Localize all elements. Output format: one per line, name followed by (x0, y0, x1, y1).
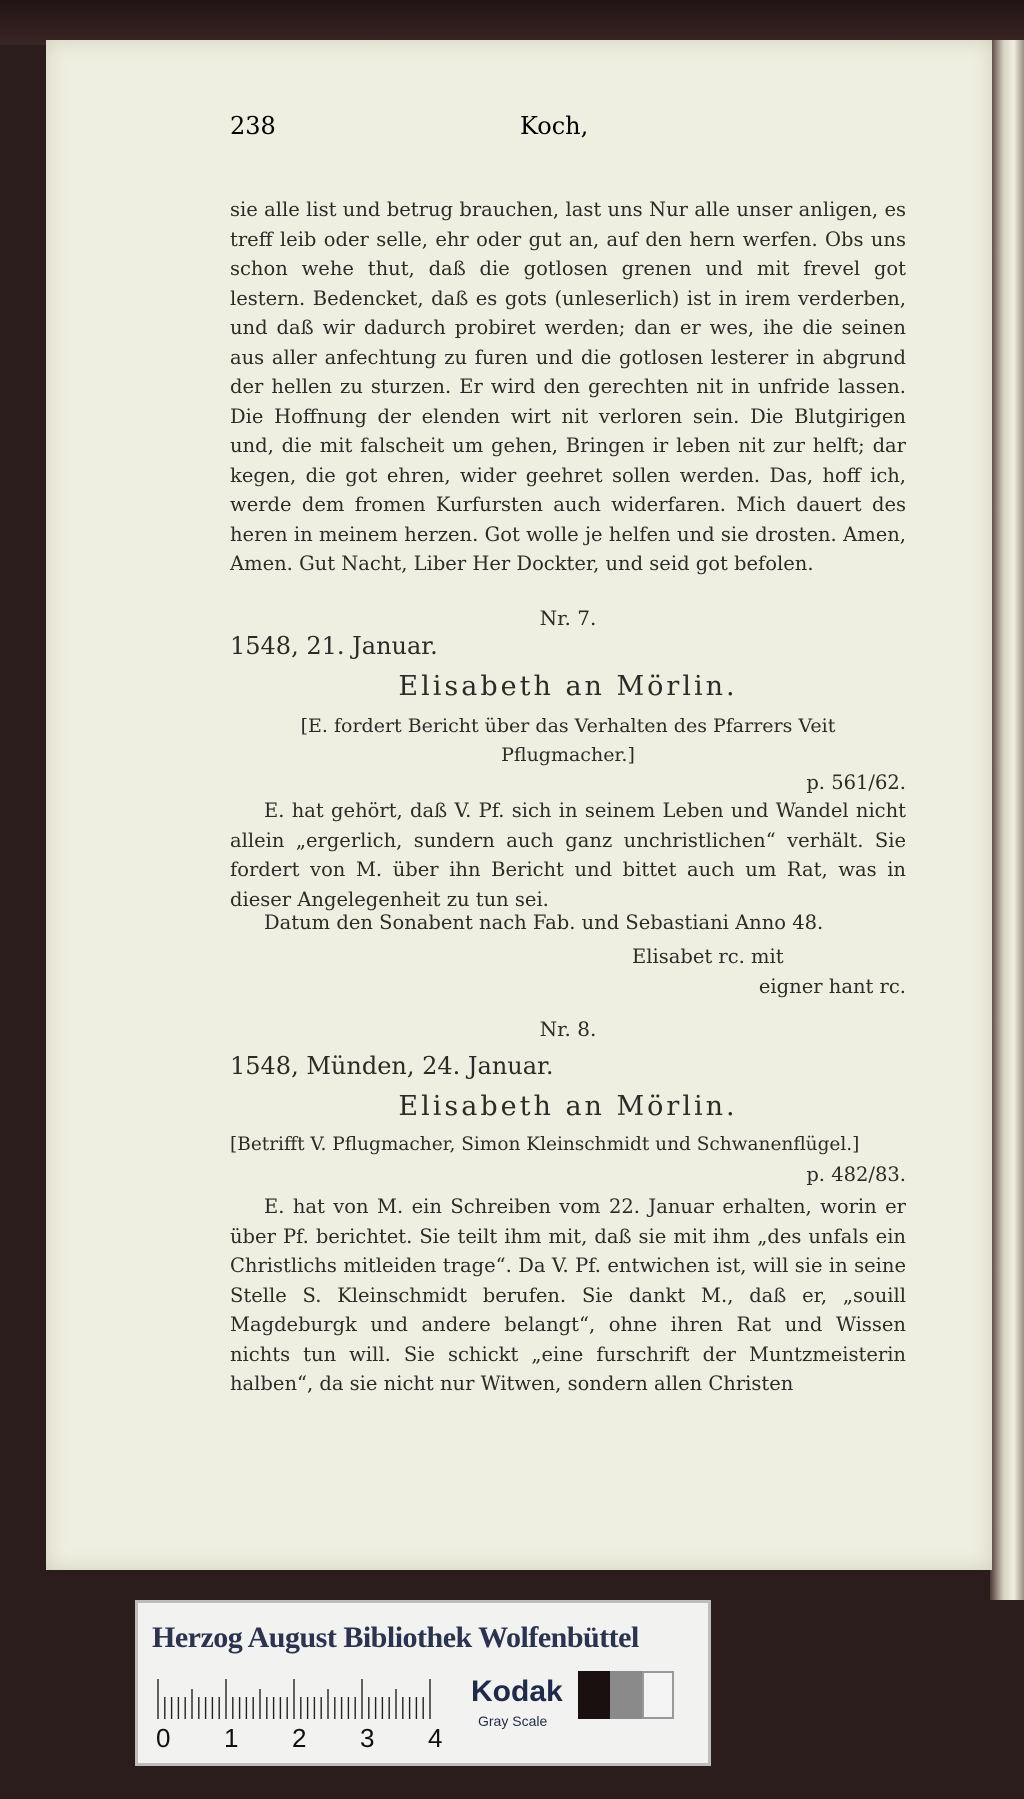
entry-dating: Datum den Sonabent nach Fab. und Sebastiani Anno 48. (264, 911, 824, 934)
gray-swatch-white (642, 1671, 674, 1719)
entry-title: Elisabeth an Mörlin. (398, 671, 738, 702)
gray-swatch-black (578, 1671, 610, 1719)
page-number: 238 (230, 112, 276, 140)
kodak-logo: Kodak (471, 1675, 563, 1708)
entry-signature: eigner hant rc. (758, 975, 906, 998)
entry-date: 1548, 21. Januar. (230, 632, 438, 660)
entry-page-ref: p. 561/62. (806, 771, 906, 794)
entry-regest: [Betrifft V. Pflugmacher, Simon Kleinschmidt und Schwanenflügel.] (230, 1134, 860, 1155)
entry-body: E. hat gehört, daß V. Pf. sich in seinem Leben und Wandel nicht allein „ergerlich, sundern auch ganz unchristlichen“ verhält. Sie fordert von M. über ihn Bericht und bittet auch um Rat, was in dieser Angelegenheit zu tun sei. (230, 799, 906, 911)
entry-number: Nr. 7. (539, 606, 597, 630)
ruler-number: 1 (224, 1723, 239, 1753)
intro-paragraph (230, 195, 906, 579)
entry-signature: Elisabet rc. mit (632, 945, 784, 968)
running-head: Koch, (520, 112, 589, 140)
entry-body: E. hat von M. ein Schreiben vom 22. Januar erhalten, worin er über Pf. berichtet. Sie teilt ihm mit, daß sie mit ihm „des unfals ein Christlichs mitleiden trage“. Da V. Pf. entwichen ist, will sie in seine Stelle S. Kleinschmidt berufen. Sie dankt M., daß er, „souill Magdeburgk und andere belangt“, ohne ihren Rat und Wissen nichts tun will. Sie schickt „eine furschrift der Muntzmeisterin halben“, da sie nicht nur Witwen, sondern allen Christen (230, 1195, 906, 1395)
entry-date: 1548, Münden, 24. Januar. (230, 1052, 554, 1080)
gray-swatch-mid (610, 1671, 642, 1719)
ruler-scale (156, 1679, 456, 1719)
color-calibration-card (135, 1600, 711, 1766)
ruler-number: 4 (428, 1723, 443, 1753)
entry-title: Elisabeth an Mörlin. (398, 1091, 738, 1122)
intro-text: sie alle list und betrug brauchen, last uns Nur alle unser anligen, es treff leib oder selle, ehr oder gut an, auf den hern werfen. Obs uns schon wehe thut, daß die gotlosen grenen und mit frevel got lestern. Bedencket, daß es gots (unleserlich) ist in irem verderben, und daß wir dadurch probiret werden; dan er wes, ihe die seinen aus aller anfechtung zu furen und die gotlosen lesterer in abgrund der hellen zu sturzen. Er wird den gerechten nit in unfride lassen. Die Hoffnung der elenden wirt nit verloren sein. Die Blutgirigen und, die mit falscheit um gehen, Bringen ir leben nit zur helft; dar kegen, die got ehren, wider geehret sollen werden. Das, hoff ich, werde dem fromen Kurfursten auch widerfaren. Mich dauert des heren in meinem herzen. Got wolle je helfen und sie drosten. Amen, Amen. Gut Nacht, Liber Her Dockter, und seid got befolen. (230, 198, 906, 575)
ruler-number: 0 (156, 1723, 171, 1753)
gray-scale-label: Gray Scale (478, 1713, 548, 1729)
library-name: Herzog August Bibliothek Wolfenbüttel (152, 1621, 639, 1654)
entry-regest: [E. fordert Bericht über das Verhalten des Pfarrers Veit Pflugmacher.] (300, 715, 836, 766)
ruler-number: 2 (292, 1723, 307, 1753)
ruler-number: 3 (360, 1723, 375, 1753)
entry-number: Nr. 8. (539, 1017, 597, 1041)
scan-backdrop (0, 0, 1024, 45)
entry-page-ref: p. 482/83. (806, 1163, 906, 1186)
book-edge (990, 40, 1024, 1600)
